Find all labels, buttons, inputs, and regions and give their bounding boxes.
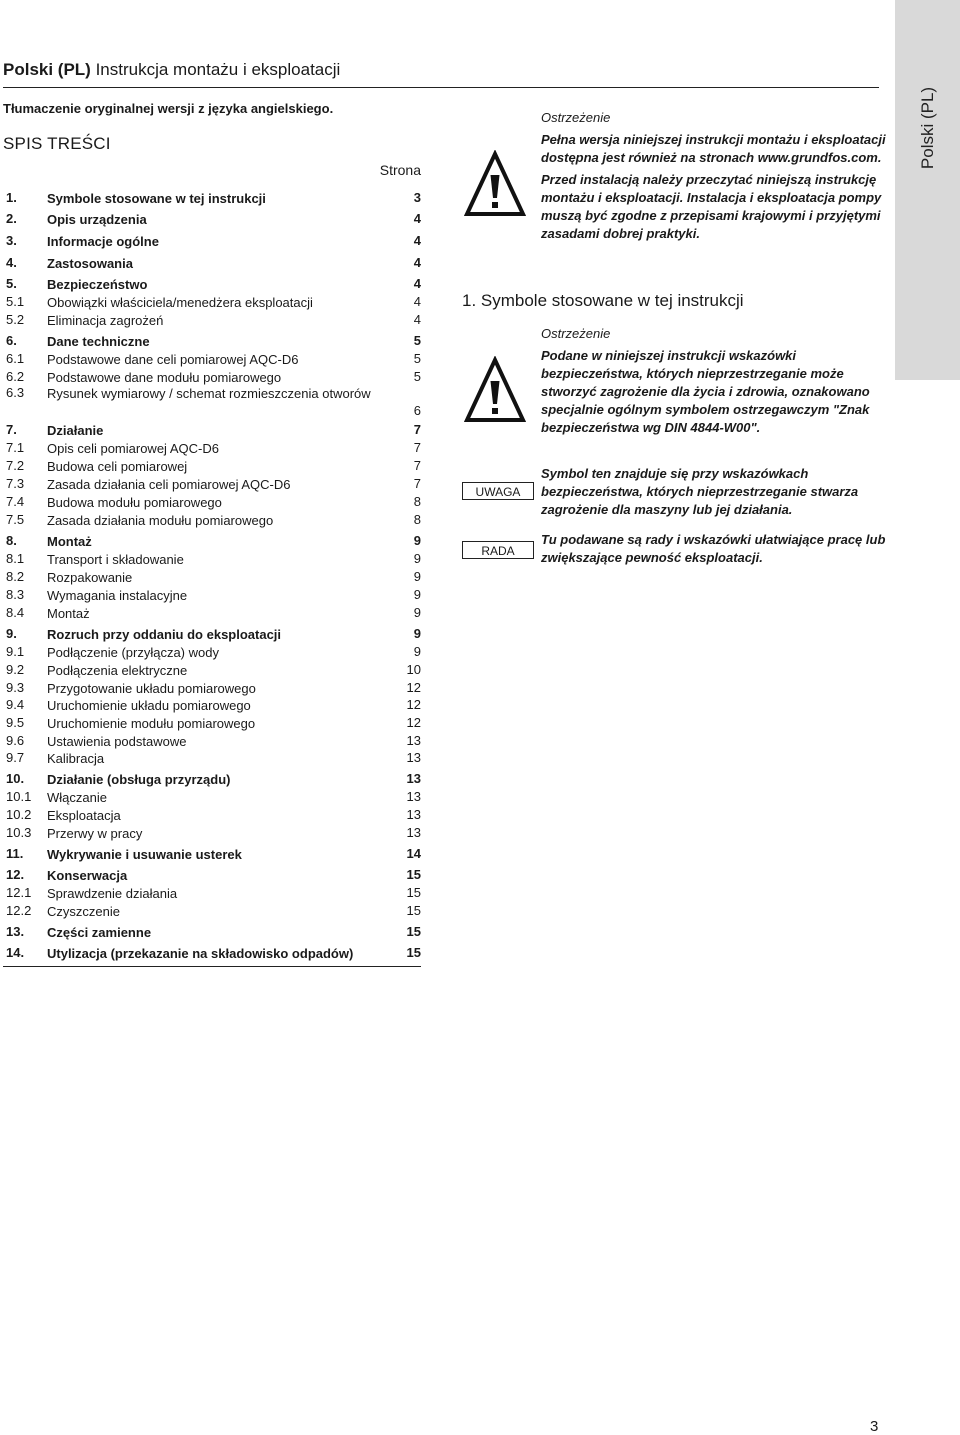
toc-entry-title: Budowa celi pomiarowej: [47, 459, 188, 474]
toc-entry[interactable]: [3, 333, 421, 351]
toc-entry[interactable]: [3, 512, 421, 530]
toc-entry-title: Ustawienia podstawowe: [47, 734, 187, 749]
toc-entry-number: 7.: [6, 422, 17, 437]
toc-entry-title: Zastosowania: [47, 256, 133, 271]
toc-entry[interactable]: [3, 385, 421, 421]
toc-entry-page: 15: [406, 945, 421, 960]
toc-entry-page: 10: [406, 662, 421, 677]
toc-entry-number: 7.4: [6, 494, 25, 509]
toc-entry-title: Budowa modułu pomiarowego: [47, 495, 222, 510]
toc-entry-title: Montaż: [47, 534, 92, 549]
toc-entry-number: 4.: [6, 255, 17, 270]
toc-entry-number: 10.: [6, 771, 25, 786]
toc-heading: SPIS TREŚCI: [3, 134, 111, 153]
toc-entry[interactable]: [3, 533, 421, 551]
toc-entry-title: Eliminacja zagrożeń: [47, 313, 164, 328]
toc-entry-title: Informacje ogólne: [47, 234, 159, 249]
toc-entry-page: 7: [413, 440, 421, 455]
toc-entry-page: 9: [413, 626, 421, 641]
toc-entry-page: 15: [406, 885, 421, 900]
toc-entry-title: Czyszczenie: [47, 904, 120, 919]
toc-entry[interactable]: [3, 715, 421, 733]
uwaga-tag: UWAGA: [462, 482, 534, 500]
toc-entry-title: Transport i składowanie: [47, 552, 184, 567]
toc-entry-page: 13: [406, 789, 421, 804]
toc-entry-title: Utylizacja (przekazanie na składowisko odpadów): [47, 946, 354, 961]
toc-entry[interactable]: [3, 846, 421, 864]
toc-entry-number: 9.5: [6, 715, 25, 730]
toc-entry-number: 12.1: [6, 885, 32, 900]
toc-page-column-label: Strona: [379, 162, 421, 178]
toc-entry-page: 13: [406, 750, 421, 765]
toc-entry-number: 7.2: [6, 458, 25, 473]
toc-entry-page: 9: [413, 644, 421, 659]
toc-entry[interactable]: [3, 494, 421, 512]
toc-entry-number: 9.4: [6, 697, 25, 712]
toc-entry-number: 5.1: [6, 294, 25, 309]
toc-entry[interactable]: [3, 807, 421, 825]
toc-entry[interactable]: [3, 867, 421, 885]
toc-entry-page: 5: [413, 351, 421, 366]
toc-entry-page: 7: [413, 458, 421, 473]
toc-entry[interactable]: [3, 587, 421, 605]
warning-triangle-icon: [464, 150, 526, 220]
toc-entry[interactable]: [3, 255, 421, 273]
toc-entry-title: Opis celi pomiarowej AQC-D6: [47, 441, 219, 456]
toc-entry-title: Działanie (obsługa przyrządu): [47, 772, 231, 787]
toc-entry-title: Konserwacja: [47, 868, 128, 883]
toc-entry-title: Zasada działania modułu pomiarowego: [47, 513, 274, 528]
warning-top-label: Ostrzeżenie: [541, 110, 611, 125]
toc-entry-title: Sprawdzenie działania: [47, 886, 178, 901]
toc-entry-page: 15: [406, 867, 421, 882]
toc-entry-title: Opis urządzenia: [47, 212, 147, 227]
section-1-warning-label: Ostrzeżenie: [541, 326, 611, 341]
toc-entry-number: 8.2: [6, 569, 25, 584]
toc-entry-number: 8.: [6, 533, 17, 548]
toc-entry-title: Podstawowe dane modułu pomiarowego: [47, 370, 282, 385]
toc-entry-number: 9.7: [6, 750, 25, 765]
toc-entry-number: 11.: [6, 846, 24, 861]
page-number: 3: [870, 1418, 879, 1435]
rada-description: Tu podawane są rady i wskazówki ułatwiające pracę lub zwiększające pewność eksploatacji.: [541, 532, 886, 565]
toc-entry-title: Obowiązki właściciela/menedżera eksploatacji: [47, 295, 313, 310]
toc-entry-page: 13: [406, 771, 421, 786]
toc-entry-page: 15: [406, 924, 421, 939]
toc-entry-title: Uruchomienie układu pomiarowego: [47, 698, 251, 713]
toc-entry-title: Włączanie: [47, 790, 107, 805]
toc-entry-number: 9.3: [6, 680, 25, 695]
title-rest: Instrukcja montażu i eksploatacji: [90, 60, 341, 79]
toc-entry-title: Symbole stosowane w tej instrukcji: [47, 191, 266, 206]
toc-entry-page: 13: [406, 825, 421, 840]
toc-entry-title: Podłączenia elektryczne: [47, 663, 188, 678]
toc-entry[interactable]: [3, 771, 421, 789]
toc-entry-number: 2.: [6, 211, 17, 226]
toc-entry[interactable]: [3, 276, 421, 294]
warning-top-para1: Pełna wersja niniejszej instrukcji montażu i eksploatacji dostępna jest również na stronach www.grundfos.com.: [541, 132, 886, 165]
toc-entry[interactable]: [3, 626, 421, 644]
section-1-warning-block: [541, 325, 886, 437]
document-title: [3, 60, 340, 80]
toc-entry[interactable]: [3, 422, 421, 440]
toc-entry[interactable]: [3, 233, 421, 251]
toc-entry-page: 5: [413, 333, 421, 348]
toc-entry-title: Rozpakowanie: [47, 570, 133, 585]
toc-entry-page: 4: [413, 294, 421, 309]
toc-entry-title: Zasada działania celi pomiarowej AQC-D6: [47, 477, 291, 492]
toc-entry-title: Przerwy w pracy: [47, 826, 143, 841]
toc-entry-number: 7.5: [6, 512, 25, 527]
toc-entry-page: 13: [406, 807, 421, 822]
toc-entry-number: 9.: [6, 626, 17, 641]
header-rule: [3, 87, 879, 88]
toc-entry-number: 9.2: [6, 662, 25, 677]
toc-entry[interactable]: [3, 294, 421, 312]
toc-entry-number: 10.1: [6, 789, 32, 804]
toc-entry[interactable]: [3, 697, 421, 715]
toc-entry-page: 5: [413, 369, 421, 384]
toc-entry-page: 7: [413, 476, 421, 491]
toc-entry-title: Kalibracja: [47, 751, 105, 766]
toc-entry-page: 7: [413, 422, 421, 437]
toc-entry-number: 1.: [6, 190, 17, 205]
toc-entry-page: 12: [406, 697, 421, 712]
rada-text: [541, 531, 886, 567]
toc-entry-page: 9: [413, 551, 421, 566]
toc-entry-page: 12: [406, 715, 421, 730]
toc-bottom-rule: [3, 966, 421, 967]
toc-entry[interactable]: [3, 885, 421, 903]
toc-entry-number: 5.2: [6, 312, 25, 327]
toc-entry[interactable]: [3, 551, 421, 569]
toc-entry[interactable]: [3, 750, 421, 768]
toc-entry-page: 4: [413, 312, 421, 327]
toc-entry[interactable]: [3, 605, 421, 623]
section-1-warning-text: Podane w niniejszej instrukcji wskazówki bezpieczeństwa, których nieprzestrzeganie może stworzyć zagrożenie dla życia i zdrowia, oznakowano specjalnie ogólnym symbolem ostrzegawczym "Znak bezpieczeństwa wg DIN 4844-W00".: [541, 348, 870, 435]
toc-entry-title: Eksploatacja: [47, 808, 121, 823]
toc-entry[interactable]: [3, 733, 421, 751]
toc-entry-page: 15: [406, 903, 421, 918]
toc-entry-page: 14: [406, 846, 421, 861]
toc-entry-page: 9: [413, 533, 421, 548]
rada-tag: RADA: [462, 541, 534, 559]
toc-entry[interactable]: [3, 458, 421, 476]
toc-entry-title: Podstawowe dane celi pomiarowej AQC-D6: [47, 352, 299, 367]
toc-entry-number: 9.1: [6, 644, 25, 659]
toc-entry-number: 7.1: [6, 440, 25, 455]
side-tab-label: Polski (PL): [918, 86, 937, 170]
toc-entry-number: 5.: [6, 276, 17, 291]
toc-entry-number: 6.: [6, 333, 17, 348]
title-language: Polski (PL): [3, 60, 91, 79]
language-side-tab: [895, 0, 960, 380]
toc-entry-page: 9: [413, 569, 421, 584]
toc-entry-title: Rysunek wymiarowy / schemat rozmieszczenia otworów: [47, 386, 371, 401]
toc-entry[interactable]: [3, 789, 421, 807]
toc-entry[interactable]: [3, 903, 421, 921]
toc-entry[interactable]: [3, 440, 421, 458]
toc-entry[interactable]: [3, 351, 421, 369]
toc-entry-number: 8.1: [6, 551, 25, 566]
toc-entry[interactable]: [3, 211, 421, 229]
toc-entry[interactable]: [3, 680, 421, 698]
toc-entry-number: 8.3: [6, 587, 25, 602]
uwaga-description: Symbol ten znajduje się przy wskazówkach bezpieczeństwa, których nieprzestrzeganie stwarza zagrożenie dla maszyny lub jej działania.: [541, 466, 859, 517]
toc-entry-page: 4: [413, 211, 421, 226]
toc-entry-page: 9: [413, 605, 421, 620]
toc-entry-number: 6.2: [6, 369, 25, 384]
toc-entry-page: 13: [406, 733, 421, 748]
toc-entry-number: 3.: [6, 233, 17, 248]
toc-entry-number: 9.6: [6, 733, 25, 748]
toc-entry-number: 6.3: [6, 385, 25, 400]
toc-entry-page: 8: [413, 512, 421, 527]
toc-entry[interactable]: [3, 945, 421, 963]
translation-note: Tłumaczenie oryginalnej wersji z języka angielskiego.: [3, 101, 334, 116]
toc-entry[interactable]: [3, 569, 421, 587]
toc-entry-page: 4: [413, 233, 421, 248]
toc-entry[interactable]: [3, 312, 421, 330]
section-1-heading: 1. Symbole stosowane w tej instrukcji: [462, 291, 744, 310]
toc-entry-title: Przygotowanie układu pomiarowego: [47, 681, 256, 696]
toc-entry-number: 10.3: [6, 825, 32, 840]
toc-entry-title: Uruchomienie modułu pomiarowego: [47, 716, 256, 731]
toc-entry-number: 8.4: [6, 605, 25, 620]
toc-entry-page: 9: [413, 587, 421, 602]
toc-entry-title: Wymagania instalacyjne: [47, 588, 188, 603]
toc-entry-title: Bezpieczeństwo: [47, 277, 148, 292]
toc-entry-title: Rozruch przy oddaniu do eksploatacji: [47, 627, 282, 642]
warning-triangle-icon: [464, 356, 526, 426]
toc-entry-title: Wykrywanie i usuwanie usterek: [47, 847, 242, 862]
warning-top-para2: Przed instalacją należy przeczytać niniejszą instrukcję montażu i eksploatacji. Instalacja i eksploatacja pompy muszą być zgodne z przepisami krajowymi i przyjętymi zasadami dobrej praktyki.: [541, 172, 882, 241]
toc-entry[interactable]: [3, 190, 421, 208]
uwaga-text: [541, 465, 886, 519]
toc-entry-number: 12.: [6, 867, 25, 882]
toc-entry-page: 4: [413, 255, 421, 270]
toc-entry[interactable]: [3, 662, 421, 680]
toc-entry-title: Montaż: [47, 606, 90, 621]
toc-entry-title: Podłączenie (przyłącza) wody: [47, 645, 219, 660]
toc-entry-page: 3: [413, 190, 421, 205]
toc-entry-number: 13.: [6, 924, 25, 939]
toc-entry-page: 4: [413, 276, 421, 291]
toc-entry[interactable]: [3, 644, 421, 662]
toc-entry[interactable]: [3, 825, 421, 843]
toc-entry-page: 8: [413, 494, 421, 509]
toc-entry-title: Dane techniczne: [47, 334, 150, 349]
toc-entry-number: 12.2: [6, 903, 32, 918]
toc-entry[interactable]: [3, 924, 421, 942]
toc-entry-number: 7.3: [6, 476, 25, 491]
toc-entry-number: 10.2: [6, 807, 32, 822]
toc-entry-page: 6: [413, 403, 421, 418]
warning-top-block: [541, 109, 886, 243]
toc-entry-number: 14.: [6, 945, 25, 960]
toc-entry-title: Działanie: [47, 423, 104, 438]
toc-entry[interactable]: [3, 476, 421, 494]
toc-entry-title: Części zamienne: [47, 925, 152, 940]
toc-entry-number: 6.1: [6, 351, 25, 366]
toc-entry-page: 12: [406, 680, 421, 695]
